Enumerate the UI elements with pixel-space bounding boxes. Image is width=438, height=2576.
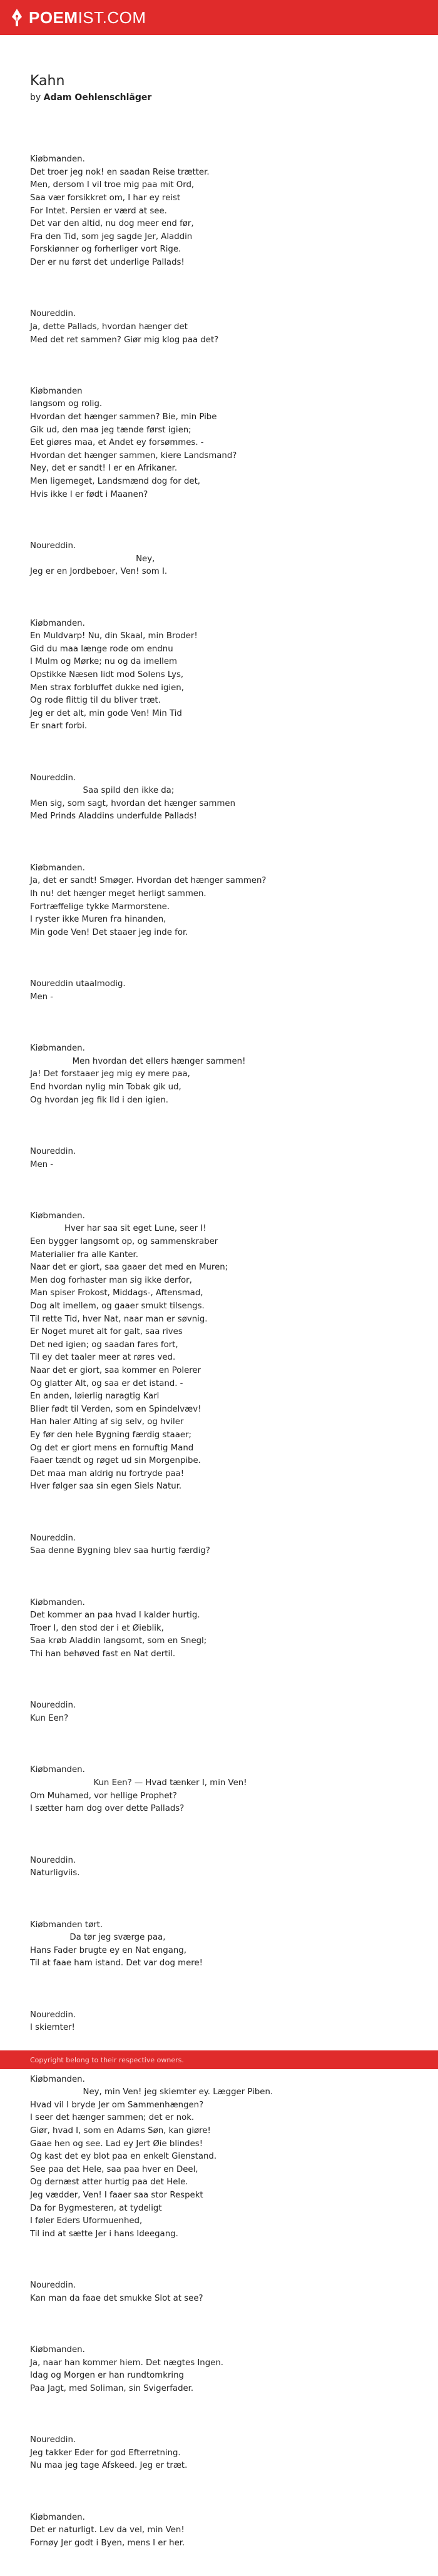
logo-primary: POEM xyxy=(29,8,78,27)
copyright-text: Copyright belong to their respective owners. xyxy=(30,2055,184,2064)
stanza: Noureddin utaalmodig. Men - xyxy=(30,979,126,1002)
stanza: Noureddin. Naturligviis. xyxy=(30,1855,80,1878)
top-bar xyxy=(0,0,438,35)
stanza: Noureddin. Ja, dette Pallads, hvordan hænger det Med det ret sammen? Giør mig klog paa det? xyxy=(30,309,219,345)
pen-nib-icon xyxy=(11,8,23,27)
poem-body xyxy=(30,128,418,2576)
stanza: Kiøbmanden. Hver har saa sit eget Lune, seer I! Een bygger langsomt op, og sammenskraber Materialier fra alle Kanter. Naar det er giort, saa gaaer det med en Muren; Men dog forhaster man sig ikke derfor, Man spiser Frokost, Middags-, Aftensmad, Dog alt imellem, og gaaer smukt tilsengs. Til rette Tid, hver Nat, naar man er søvnig. Er Noget muret alt for galt, saa rives Det ned igien; og saadan fares fort, Til ey det taaler meer at røres ved. Naar det er giort, saa kommer en Polerer Og glatter Alt, og saa er det istand. - En anden, løierlig naragtig Karl Blier født til Verden, som en Spindelvæv! Han haler Alting af sig selv, og hviler Ey før den hele Bygning færdig staaer; Og det er giort mens en fornuftig Mand Faaer tændt og røget ud sin Morgenpibe. Det maa man aldrig nu fortryde paa! Hver følger saa sin egen Siels Natur. xyxy=(30,1211,228,1492)
byline xyxy=(30,91,418,104)
stanza: Noureddin. Saa spild den ikke da; Men sig, som sagt, hvordan det hænger sammen Med Prinds Aladdins underfulde Pallads! xyxy=(30,773,236,822)
stanza: Kiøbmanden. En Muldvarp! Nu, din Skaal, min Broder! Gid du maa længe rode om endnu I Mulm og Mørke; nu og da imellem Opstikke Næsen lidt mod Solens Lys, Men strax forbluffet dukke ned igien, Og rode flittig til du bliver træt. Jeg er det alt, min gode Ven! Min Tid Er snart forbi. xyxy=(30,618,198,731)
stanza: Noureddin. I skiemter! xyxy=(30,2010,76,2033)
stanza: Kiøbmanden. Kun Een? — Hvad tænker I, min Ven! Om Muhamed, vor hellige Prophet? I sætter ham dog over dette Pallads? xyxy=(30,1765,247,1814)
stanza: Kiøbmanden tørt. Da tør jeg sværge paa, Hans Fader brugte ey en Nat engang, Til at faae ham istand. Det var dog mere! xyxy=(30,1920,203,1968)
stanza: Noureddin. Kan man da faae det smukke Slot at see? xyxy=(30,2281,203,2303)
poem-content xyxy=(30,73,418,2576)
stanza: Noureddin. Saa denne Bygning blev saa hurtig færdig? xyxy=(30,1533,210,1556)
author-name[interactable]: Adam Oehlenschläger xyxy=(43,93,152,103)
stanza: Kiøbmanden. Det kommer an paa hvad I kalder hurtig. Troer I, den stod der i et Øieblik, Saa krøb Aladdin langsomt, som en Snegl; Thi han behøved fast en Nat dertil. xyxy=(30,1597,207,1659)
stanza: Noureddin. Ney, Jeg er en Jordbeboer, Ven! som I. xyxy=(30,541,168,577)
poem-title: Kahn xyxy=(30,73,65,89)
stanza: Noureddin. Men - xyxy=(30,1146,76,1169)
footer-bar xyxy=(0,2050,438,2069)
stanza: Kiøbmanden langsom og rolig. Hvordan det hænger sammen? Bie, min Pibe Gik ud, den maa jeg tænde først igien; Eet giøres maa, et Andet ey forsømmes. - Hvordan det hænger sammen, kiere Landsmand? Ney, det er sandt! I er en Afrikaner. Men ligemeget, Landsmænd dog for det, Hvis ikke I er født i Maanen? xyxy=(30,386,237,499)
stanza: Noureddin. Jeg takker Eder for god Efterretning. Nu maa jeg tage Afskeed. Jeg er træt. xyxy=(30,2435,188,2471)
stanza: Noureddin. Kun Een? xyxy=(30,1701,76,1724)
stanza: Kiøbmanden. Ja, det er sandt! Smøger. Hvordan det hænger sammen? Ih nu! det hænger meget herligt sammen. Fortræffelige tykke Marmorstene. I ryster ikke Muren fra hinanden, Min gode Ven! Det staaer jeg inde for. xyxy=(30,863,267,937)
stanza: Kiøbmanden. Ja, naar han kommer hiem. Det nægtes Ingen. Idag og Morgen er han rundtomkring Paa Jagt, med Soliman, sin Svigerfader. xyxy=(30,2345,223,2393)
stanza: Kiøbmanden. Ney, min Ven! jeg skiemter ey. Lægger Piben. Hvad vil I bryde Jer om Sammenhængen? I seer det hænger sammen; det er nok. Giør, hvad I, som en Adams Søn, kan giøre! Gaae hen og see. Lad ey Jert Øie blindes! Og kast det ey blot paa en enkelt Gienstand. See paa det Hele, saa paa hver en Deel, Og dernæst atter hurtig paa det Hele. Jeg vædder, Ven! I faaer saa stor Respekt Da for Bygmesteren, at tydeligt I føler Eders Uformuenhed, Til ind at sætte Jer i hans Ideegang. xyxy=(30,2074,273,2239)
logo-secondary: IST.COM xyxy=(78,8,146,27)
logo-text xyxy=(29,8,146,28)
stanza: Kiøbmanden. Det troer jeg nok! en saadan Reise trætter. Men, dersom I vil troe mig paa mit Ord, Saa vær forsikkret om, I har ey reist For Intet. Persien er værd at see. Det var den altid, nu dog meer end før, Fra den Tid, som jeg sagde Jer, Aladdin Forskiønner og forherliger vort Rige. Der er nu først det underlige Pallads! xyxy=(30,155,210,267)
stanza: Kiøbmanden. Men hvordan det ellers hænger sammen! Ja! Det forstaaer jeg mig ey mere paa, End hvordan nylig min Tobak gik ud, Og hvordan jeg fik Ild i den igien. xyxy=(30,1044,246,1105)
by-label: by xyxy=(30,93,41,103)
site-logo[interactable] xyxy=(11,8,146,28)
stanza: Kiøbmanden. Det er naturligt. Lev da vel, min Ven! Fornøy Jer godt i Byen, mens I er her. xyxy=(30,2512,185,2548)
